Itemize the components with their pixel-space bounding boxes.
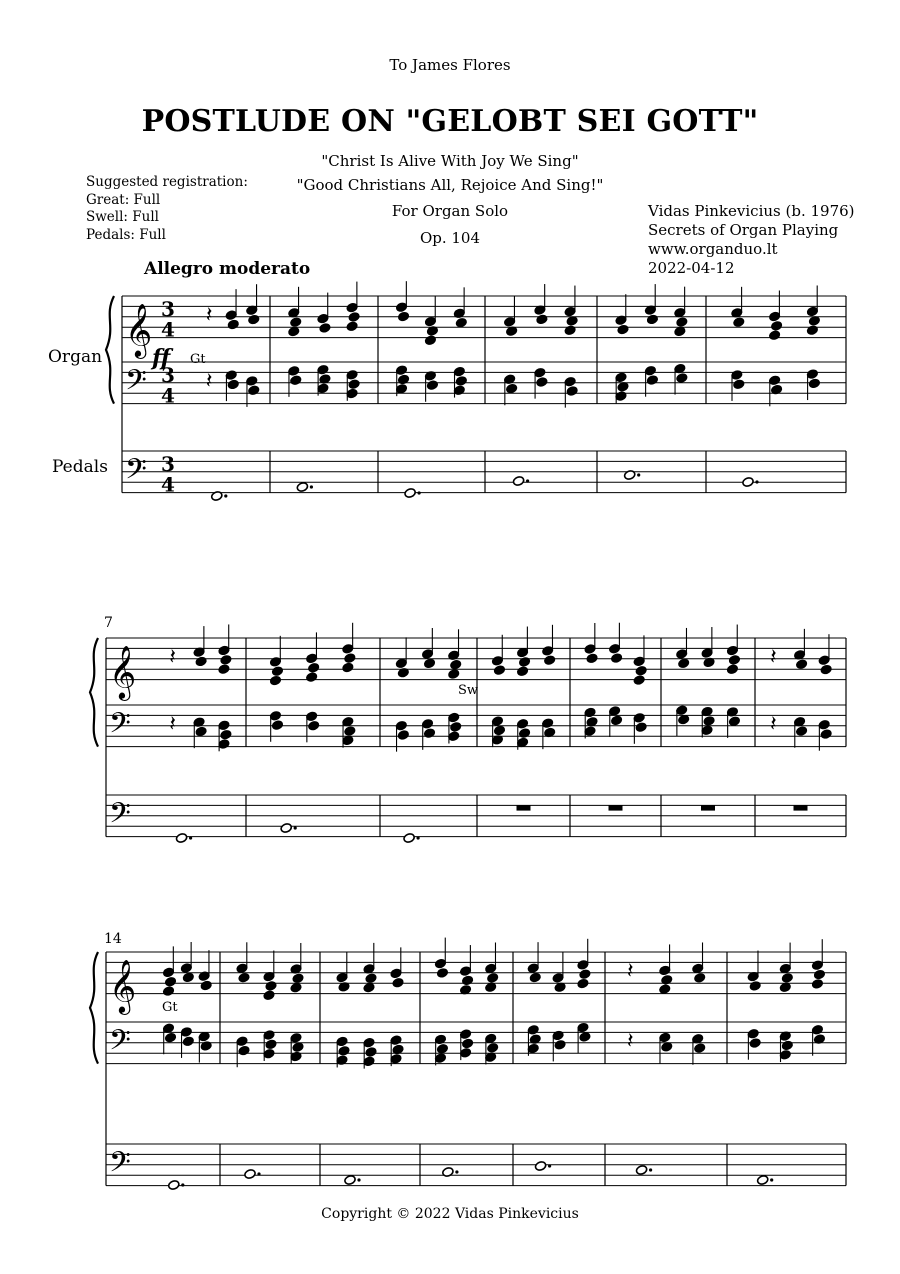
notehead: [733, 317, 745, 328]
notehead: [423, 728, 435, 739]
notehead: [795, 659, 807, 670]
notehead: [728, 716, 740, 727]
notehead: [617, 324, 629, 335]
notehead: [296, 482, 308, 493]
notehead: [447, 669, 459, 680]
notehead: [518, 656, 530, 667]
composer-affiliation: Secrets of Organ Playing: [648, 221, 839, 239]
notehead: [344, 1175, 356, 1186]
notehead: [795, 726, 807, 737]
augmentation-dot: [357, 1178, 360, 1181]
notehead: [426, 380, 438, 391]
manual-mark-great: Gt: [162, 1000, 178, 1015]
time-signature-denominator: 4: [161, 472, 175, 497]
notehead: [168, 1180, 180, 1191]
notehead: [635, 1165, 647, 1176]
augmentation-dot: [310, 485, 313, 488]
notehead: [344, 726, 356, 737]
notehead: [554, 1039, 566, 1050]
notehead: [348, 379, 360, 390]
notehead: [218, 664, 230, 675]
notehead: [728, 654, 740, 665]
registration-pedals: Pedals: Full: [86, 226, 166, 243]
system-brace: [90, 638, 98, 747]
bass-clef: 𝄢: [109, 797, 131, 838]
treble-clef: 𝄞: [109, 958, 137, 1013]
subtitle-instrumentation: For Organ Solo: [391, 202, 509, 220]
notehead: [442, 1167, 454, 1178]
instrument-label-pedals: Pedals: [52, 457, 108, 477]
subtitle-hymn-2: "Good Christians All, Rejoice And Sing!": [296, 176, 604, 194]
notehead: [307, 720, 319, 731]
registration-swell: Swell: Full: [86, 209, 159, 225]
notehead: [290, 982, 302, 993]
bass-clef: 𝄢: [109, 1024, 131, 1065]
notehead: [564, 325, 576, 336]
notehead: [676, 373, 688, 384]
notehead: [586, 653, 598, 664]
notehead: [164, 976, 176, 987]
notehead: [579, 969, 591, 980]
notehead: [162, 986, 174, 997]
quarter-rest: 𝄽: [626, 959, 634, 984]
augmentation-dot: [770, 1178, 773, 1181]
quarter-rest: 𝄽: [770, 712, 777, 737]
notehead: [348, 312, 360, 323]
treble-clef: 𝄞: [125, 302, 153, 357]
measure-number-14: 14: [104, 931, 122, 947]
notehead: [534, 1161, 546, 1172]
notehead: [346, 321, 358, 332]
notehead: [486, 1042, 498, 1053]
notehead: [238, 1045, 250, 1056]
notehead: [449, 721, 461, 732]
notehead: [536, 314, 548, 325]
whole-rest: [517, 805, 531, 810]
bass-staff: [106, 1022, 846, 1064]
notehead: [182, 972, 194, 983]
notehead: [227, 319, 239, 330]
bass-clef: 𝄢: [125, 453, 147, 494]
quarter-rest: 𝄽: [626, 1029, 634, 1054]
notehead: [461, 1038, 473, 1049]
augmentation-dot: [526, 479, 529, 482]
measure-number-7: 7: [104, 615, 113, 631]
pedal-staff: [106, 1144, 846, 1186]
notehead: [633, 675, 645, 686]
notehead: [536, 377, 548, 388]
quarter-rest: 𝄽: [169, 712, 176, 737]
notehead: [175, 833, 187, 844]
notehead: [623, 470, 635, 481]
augmentation-dot: [418, 491, 421, 494]
notehead: [292, 1042, 304, 1053]
notehead: [288, 326, 300, 337]
notehead: [365, 973, 377, 984]
notehead: [319, 323, 331, 334]
augmentation-dot: [455, 1170, 458, 1173]
notehead: [363, 982, 375, 993]
subtitle-opus: Op. 104: [419, 229, 481, 247]
time-signature-numerator: 3: [161, 296, 175, 321]
augmentation-dot: [548, 1164, 551, 1167]
notehead: [493, 665, 505, 676]
quarter-rest: 𝄽: [205, 303, 213, 328]
augmentation-dot: [637, 473, 640, 476]
notehead: [781, 972, 793, 983]
notehead: [749, 980, 761, 991]
notehead: [461, 975, 473, 986]
notehead: [749, 1038, 761, 1049]
whole-rest: [701, 805, 715, 810]
registration-heading: Suggested registration:: [86, 174, 248, 190]
notehead: [248, 385, 260, 396]
page-title: POSTLUDE ON "GELOBT SEI GOTT": [141, 104, 759, 139]
notehead: [742, 477, 754, 488]
notehead: [486, 972, 498, 983]
time-signature-denominator: 4: [161, 383, 175, 408]
notehead: [271, 720, 283, 731]
notehead: [195, 726, 207, 737]
notehead: [703, 715, 715, 726]
notehead: [693, 972, 705, 983]
notehead: [726, 664, 738, 675]
notehead: [781, 1040, 793, 1051]
notehead: [403, 833, 415, 844]
composer-website: www.organduo.lt: [648, 240, 778, 258]
notehead: [493, 725, 505, 736]
notehead: [676, 317, 688, 328]
notehead: [397, 311, 409, 322]
notehead: [756, 1175, 768, 1186]
notehead: [344, 653, 356, 664]
bass-clef: 𝄢: [125, 364, 147, 405]
notehead: [505, 383, 517, 394]
treble-staff: [106, 952, 846, 994]
augmentation-dot: [755, 480, 758, 483]
tempo-marking: Allegro moderato: [144, 259, 311, 279]
notehead: [646, 375, 658, 386]
notehead: [392, 977, 404, 988]
subtitle-hymn-1: "Christ Is Alive With Joy We Sing": [321, 152, 579, 170]
notehead: [436, 1043, 448, 1054]
time-signature-numerator: 3: [161, 362, 175, 387]
notehead: [238, 972, 250, 983]
notehead: [566, 386, 578, 397]
notehead: [693, 1043, 705, 1054]
notehead: [342, 662, 354, 673]
notehead: [244, 1169, 256, 1180]
time-signature-denominator: 4: [161, 317, 175, 342]
notehead: [292, 973, 304, 984]
notehead: [271, 666, 283, 677]
notehead: [269, 675, 281, 686]
notehead: [227, 379, 239, 390]
notehead: [220, 654, 232, 665]
notehead: [808, 378, 820, 389]
bass-clef: 𝄢: [109, 707, 131, 748]
bass-clef: 𝄢: [109, 1146, 131, 1187]
notehead: [820, 729, 832, 740]
notehead: [436, 967, 448, 978]
augmentation-dot: [257, 1172, 260, 1175]
notehead: [770, 320, 782, 331]
notehead: [365, 1047, 377, 1058]
notehead: [423, 658, 435, 669]
dynamic-marking: ff: [152, 345, 171, 371]
notehead: [813, 969, 825, 980]
notehead: [290, 317, 302, 328]
notehead: [265, 1039, 277, 1050]
notehead: [677, 658, 689, 669]
notehead: [646, 314, 658, 325]
augmentation-dot: [181, 1183, 184, 1186]
system-brace: [90, 952, 98, 1064]
pedal-staff: [106, 795, 846, 837]
notehead: [200, 1040, 212, 1051]
instrument-label-organ: Organ: [48, 347, 103, 367]
notehead: [635, 665, 647, 676]
notehead: [164, 1032, 176, 1043]
quarter-rest: 𝄽: [169, 645, 176, 670]
notehead: [449, 659, 461, 670]
notehead: [404, 488, 416, 499]
notehead: [635, 722, 647, 733]
system-brace: [106, 296, 114, 404]
whole-rest: [794, 805, 808, 810]
notehead: [455, 375, 467, 386]
pedal-staff: [122, 451, 846, 493]
notehead: [290, 375, 302, 386]
notehead: [543, 655, 555, 666]
copyright-notice: Copyright © 2022 Vidas Pinkevicius: [321, 1206, 579, 1222]
notehead: [397, 374, 409, 385]
notehead: [518, 728, 530, 739]
quarter-rest: 𝄽: [770, 645, 777, 670]
registration-great: Great: Full: [86, 191, 161, 208]
manual-mark-great: Gt: [190, 352, 206, 367]
notehead: [424, 335, 436, 346]
notehead: [338, 1045, 350, 1056]
augmentation-dot: [294, 826, 297, 829]
notehead: [307, 662, 319, 673]
notehead: [455, 317, 467, 328]
notehead: [806, 325, 818, 336]
notehead: [610, 653, 622, 664]
notehead: [280, 823, 292, 834]
composer-name: Vidas Pinkevicius (b. 1976): [648, 202, 855, 220]
whole-rest: [609, 805, 623, 810]
notehead: [579, 1031, 591, 1042]
treble-clef: 𝄞: [109, 644, 137, 699]
notehead: [516, 666, 528, 677]
notehead: [220, 729, 232, 740]
manual-mark-swell: Sw: [458, 683, 479, 698]
notehead: [768, 330, 780, 341]
notehead: [659, 984, 671, 995]
time-signature-numerator: 3: [161, 451, 175, 476]
notehead: [200, 980, 212, 991]
notehead: [265, 980, 277, 991]
augmentation-dot: [417, 836, 420, 839]
augmentation-dot: [189, 836, 192, 839]
dedication: To James Flores: [389, 56, 511, 74]
notehead: [182, 1036, 194, 1047]
notehead: [397, 730, 409, 741]
notehead: [577, 978, 589, 989]
composition-date: 2022-04-12: [648, 259, 735, 277]
notehead: [820, 664, 832, 675]
notehead: [305, 672, 317, 683]
notehead: [195, 656, 207, 667]
notehead: [610, 715, 622, 726]
notehead: [529, 972, 541, 983]
augmentation-dot: [649, 1168, 652, 1171]
notehead: [248, 314, 260, 325]
augmentation-dot: [224, 494, 227, 497]
quarter-rest: 𝄽: [205, 369, 213, 394]
notehead: [811, 978, 823, 989]
notehead: [512, 476, 524, 487]
notehead: [263, 990, 275, 1001]
notehead: [733, 379, 745, 390]
